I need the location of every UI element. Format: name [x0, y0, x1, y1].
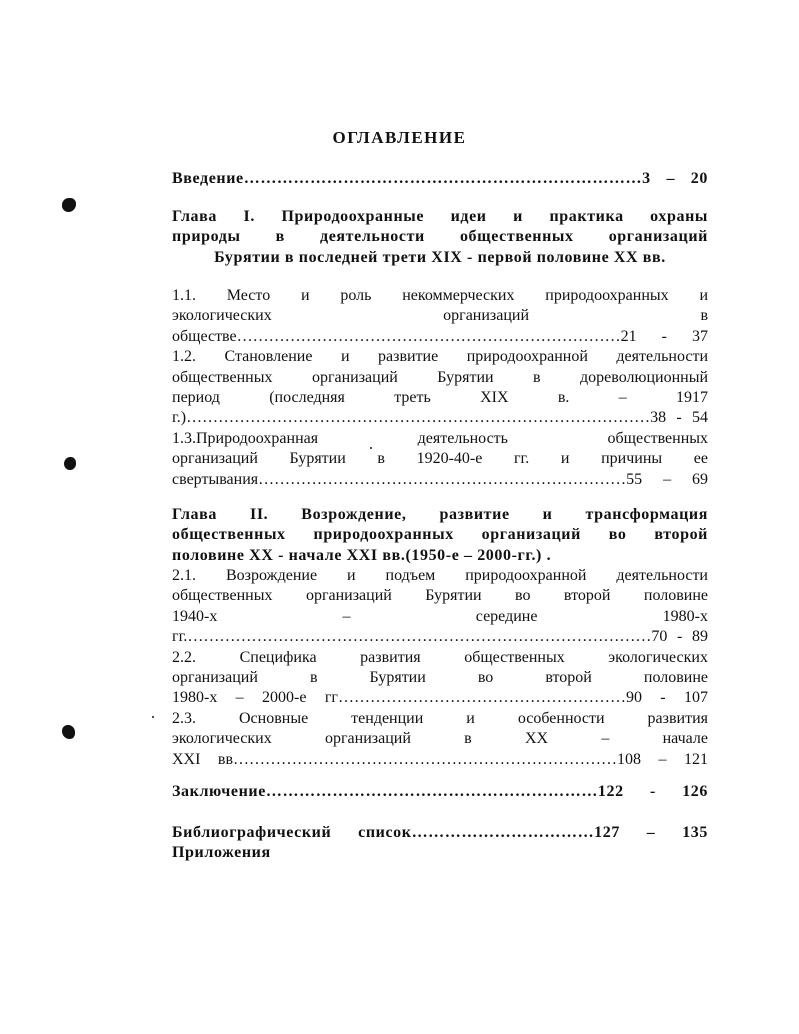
toc-section-line: XXI вв………………………………………………………………108 – 121	[172, 750, 708, 768]
toc-chapter-1-line: природы в деятельности общественных организаций	[172, 228, 708, 246]
toc-section-line: 1.2. Становление и развитие природоохранной деятельности	[172, 348, 708, 366]
toc-section-1-2	[172, 347, 708, 429]
toc-chapter-1-heading	[172, 207, 708, 268]
toc-section-2-2	[172, 648, 708, 709]
toc-bibliography	[172, 823, 708, 864]
toc-chapter-2-line: Глава II. Возрождение, развитие и трансформация	[172, 506, 708, 523]
toc-section-line: свертывания……………………………………………………………55 – 69	[172, 470, 708, 488]
toc-section-1-1	[172, 286, 708, 347]
toc-chapter-2-sections	[172, 566, 708, 770]
toc-section-line: экологических организаций в	[172, 307, 708, 325]
toc-section-1-3	[172, 429, 708, 490]
toc-section-line: период (последняя треть XIX в. – 1917	[172, 388, 708, 406]
scan-speck	[370, 447, 372, 449]
toc-chapter-1-sections	[172, 286, 708, 490]
toc-chapter-2-line: половине XX - начале XXI вв.(1950-е – 2000-гг.) .	[172, 546, 552, 564]
toc-chapter-1-line: Глава I. Природоохранные идеи и практика охраны	[172, 208, 708, 225]
toc-section-line: 1.3.Природоохранная деятельность общественных	[172, 429, 708, 447]
toc-chapter-2-heading	[172, 505, 708, 566]
toc-introduction	[172, 169, 708, 189]
toc-section-line: 2.3. Основные тенденции и особенности развития	[172, 709, 708, 727]
toc-section-2-1	[172, 566, 708, 648]
toc-section-line: 1.1. Место и роль некоммерческих природоохранных и	[172, 287, 708, 304]
page-title: ОГЛАВЛЕНИЕ	[332, 128, 467, 147]
toc-appendices-line: Приложения	[172, 844, 271, 862]
toc-conclusion-line: Заключение……………………………………………………122 - 126	[172, 783, 708, 800]
toc-conclusion	[172, 782, 708, 802]
toc-introduction-line: Введение………………………………………………………………3 – 20	[172, 170, 708, 187]
toc-section-line: 2.1. Возрождение и подъем природоохранной деятельности	[172, 567, 708, 584]
toc-section-line: экологических организаций в XX – начале	[172, 730, 708, 748]
scan-speck	[64, 457, 76, 470]
toc-chapter-2-line: общественных природоохранных организаций во второй	[172, 526, 708, 544]
toc-section-line: г.)……………………………………………………………………………38 - 54	[172, 409, 708, 427]
toc-section-line: обществе………………………………………………………………21 - 37	[172, 327, 708, 345]
toc-section-2-3	[172, 709, 708, 770]
toc-section-line: гг.……………………………………………………………………………70 - 89	[172, 628, 708, 646]
toc-bibliography-line: Библиографический список……………………………127 – 135	[172, 824, 708, 841]
toc-section-line: общественных организаций Бурятии во второй половине	[172, 587, 708, 605]
toc-section-line: 1980-х – 2000-е гг………………………………………………90 - 107	[172, 689, 708, 707]
scan-speck	[152, 716, 154, 718]
toc-section-line: общественных организаций Бурятии в дореволюционный	[172, 368, 708, 386]
toc-section-line: 2.2. Специфика развития общественных экологических	[172, 648, 708, 666]
toc-section-line: 1940-х – середине 1980-х	[172, 607, 708, 625]
scan-speck	[62, 198, 76, 212]
scan-speck	[62, 725, 75, 739]
toc-section-line: организаций Бурятии в 1920-40-е гг. и причины ее	[172, 450, 708, 468]
toc-section-line: организаций в Бурятии во второй половине	[172, 668, 708, 686]
toc-chapter-1-line: Бурятии в последней трети XIX - первой половине XX вв.	[214, 248, 666, 266]
